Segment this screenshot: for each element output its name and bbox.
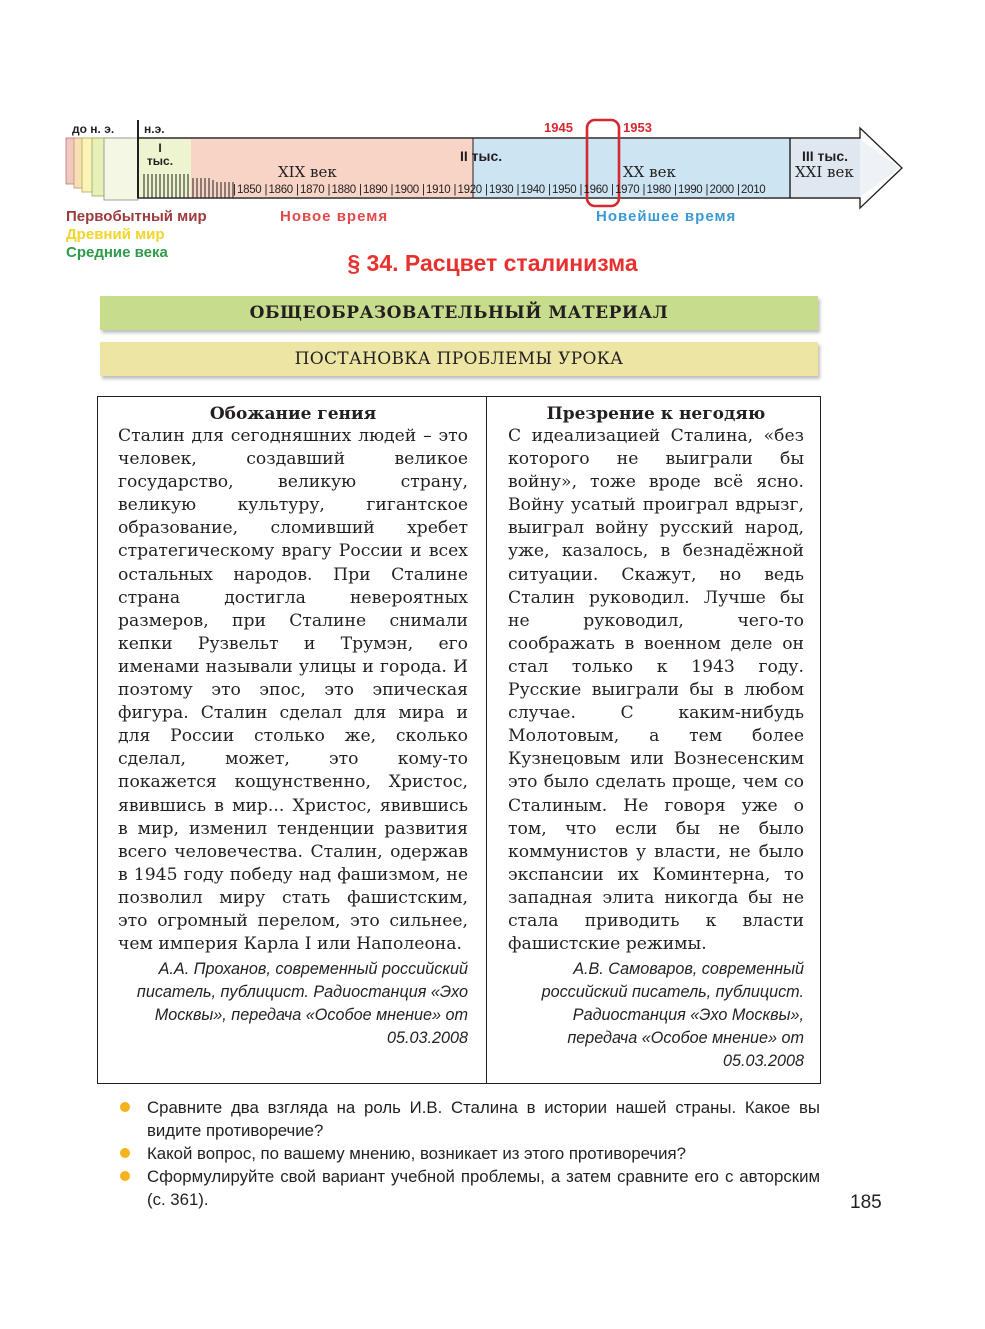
year-tick-label: 2010 (741, 184, 766, 196)
year-tick-separator: | (359, 184, 362, 196)
left-text: Сталин для сегодняшних людей – это человек, создавший великое государство, великую страну, великую культуру, гигантское образование, сломивший хребет стратегическому врагу России и всех остальных народов. При Сталине страна достигла невероятных размеров, при Сталине снимали кепки Рузвельт и Трумэн, его именами называли улицы и города. И поэтому это эпос, это эпическая фигура. Сталин сделал для мира и для России столько же, сколько сделал, может, это кому-то покажется кощунственно, Христос, явившись в мир... Христос, явившись в мир, изменил тенденции развития всего человечества. Сталин, одержав в 1945 году победу над фашизмом, не позволил миру стать фашистским, это огромный перелом, это сильнее, чем империя Карла I или Наполеона. (118, 426, 468, 955)
lesson-problem-label: ПОСТАНОВКА ПРОБЛЕМЫ УРОКА (294, 349, 624, 369)
era-modern: Новое время (280, 208, 389, 225)
year-tick-label: 1970 (615, 184, 640, 196)
era-medieval: Средние века (66, 244, 168, 261)
right-heading: Презрение к негодяю (546, 404, 766, 424)
section-title-text: § 34. Расцвет сталинизма (347, 250, 638, 276)
question-text: Сформулируйте свой вариант учебной проблемы, а затем сравните его с авторским (с. 361). (147, 1167, 820, 1209)
question-item (120, 1165, 820, 1211)
year-tick-separator: | (705, 184, 709, 196)
label-bc: до н. э. (72, 122, 115, 136)
year-tick-separator: | (390, 184, 394, 196)
question-item (120, 1142, 820, 1165)
year-tick-separator: | (548, 184, 551, 196)
year-tick-separator: | (674, 184, 677, 196)
era-ancient: Древний мир (66, 226, 165, 243)
left-heading: Обожание гения (209, 404, 377, 424)
era-contemporary: Новейшее время (596, 208, 737, 225)
questions-list (120, 1096, 820, 1211)
year-tick-label: 1890 (363, 184, 388, 196)
page-number: 185 (850, 1192, 882, 1213)
highlight-start-year: 1945 (544, 120, 573, 135)
era-primitive: Первобытный мир (66, 208, 207, 225)
bullet-icon (120, 1171, 130, 1181)
year-tick-label: 1900 (394, 184, 419, 196)
century-20-label: XX век (623, 163, 676, 181)
bullet-icon (120, 1148, 130, 1158)
label-ad: н.э. (144, 122, 165, 136)
general-material-bar (100, 296, 818, 330)
year-tick-separator: | (642, 184, 646, 196)
year-tick-separator: | (453, 184, 457, 196)
year-tick-label: 1870 (300, 184, 325, 196)
year-tick-label: 1950 (552, 184, 577, 196)
year-tick-label: 1930 (489, 184, 514, 196)
year-tick-label: 1860 (268, 184, 293, 196)
right-source: А.В. Самоваров, современный российский писатель, публицист. Радиостанция «Эхо Москвы», передача «Особое мнение» от 05.03.2008 (541, 960, 804, 1071)
viewpoint-right (508, 403, 804, 1073)
year-tick-separator: | (737, 184, 740, 196)
lesson-problem-bar (100, 342, 818, 376)
general-material-label: ОБЩЕОБРАЗОВАТЕЛЬНЫЙ МАТЕРИАЛ (249, 303, 669, 323)
question-text: Сравните два взгляда на роль И.В. Сталина в истории нашей страны. Какое вы видите противоречие? (147, 1098, 820, 1140)
year-tick-separator: | (296, 184, 299, 196)
question-text: Какой вопрос, по вашему мнению, возникает из этого противоречия? (147, 1144, 686, 1163)
column-divider (486, 397, 487, 1083)
year-tick-label: 1920 (457, 184, 482, 196)
first-millennium-label: I тыс. (146, 141, 174, 168)
year-tick-separator: | (264, 184, 268, 196)
question-item (120, 1096, 820, 1142)
year-tick-label: 2000 (709, 184, 734, 196)
viewpoints-table (97, 396, 821, 1084)
year-tick-separator: | (516, 184, 520, 196)
year-tick-label: 1960 (583, 184, 608, 196)
year-tick-separator: | (485, 184, 488, 196)
year-tick-label: 1880 (331, 184, 356, 196)
section-title (0, 250, 985, 277)
third-millennium-label: III тыс. (802, 148, 849, 164)
year-tick-separator: | (327, 184, 331, 196)
year-tick-separator: | (611, 184, 614, 196)
timeline (60, 118, 910, 261)
timeline-graphic (60, 118, 910, 218)
year-tick-separator: | (233, 184, 236, 196)
year-tick-separator: | (422, 184, 425, 196)
year-tick-label: 1980 (646, 184, 671, 196)
year-tick-separator: | (579, 184, 583, 196)
year-tick-label: 1990 (678, 184, 703, 196)
year-tick-label: 1910 (426, 184, 451, 196)
year-tick-label: 1850 (237, 184, 262, 196)
right-text: С идеализацией Сталина, «без которого не выиграли бы войну», тоже вроде всё ясно. Войну усатый проиграл вдрызг, выиграл войну русский народ, уже, казалось, в безнадёжной ситуации. Скажут, но ведь Сталин руководил. Лучше бы не руководил, чего-то соображать в военном деле он стал только к 1943 году. Русские выиграли бы в любом случае. С каким-нибудь Молотовым, а тем более Кузнецовым или Вознесенским это было сделать проще, чем со Сталиным. Не говоря уже о том, что если бы не было коммунистов у власти, не было экспансии их Коминтерна, то западная элита никогда бы не стала приводить к власти фашистские режимы. (508, 426, 804, 955)
century-19-label: XIX век (278, 163, 337, 181)
left-source: А.А. Проханов, современный российский писатель, публицист. Радиостанция «Эхо Москвы», передача «Особое мнение» от 05.03.2008 (136, 960, 468, 1048)
highlight-end-year: 1953 (623, 120, 652, 135)
century-21-label: XXI век (795, 163, 854, 181)
bullet-icon (120, 1102, 130, 1112)
year-tick-label: 1940 (520, 184, 545, 196)
viewpoint-left (118, 403, 468, 1050)
second-millennium-label: II тыс. (460, 148, 503, 164)
